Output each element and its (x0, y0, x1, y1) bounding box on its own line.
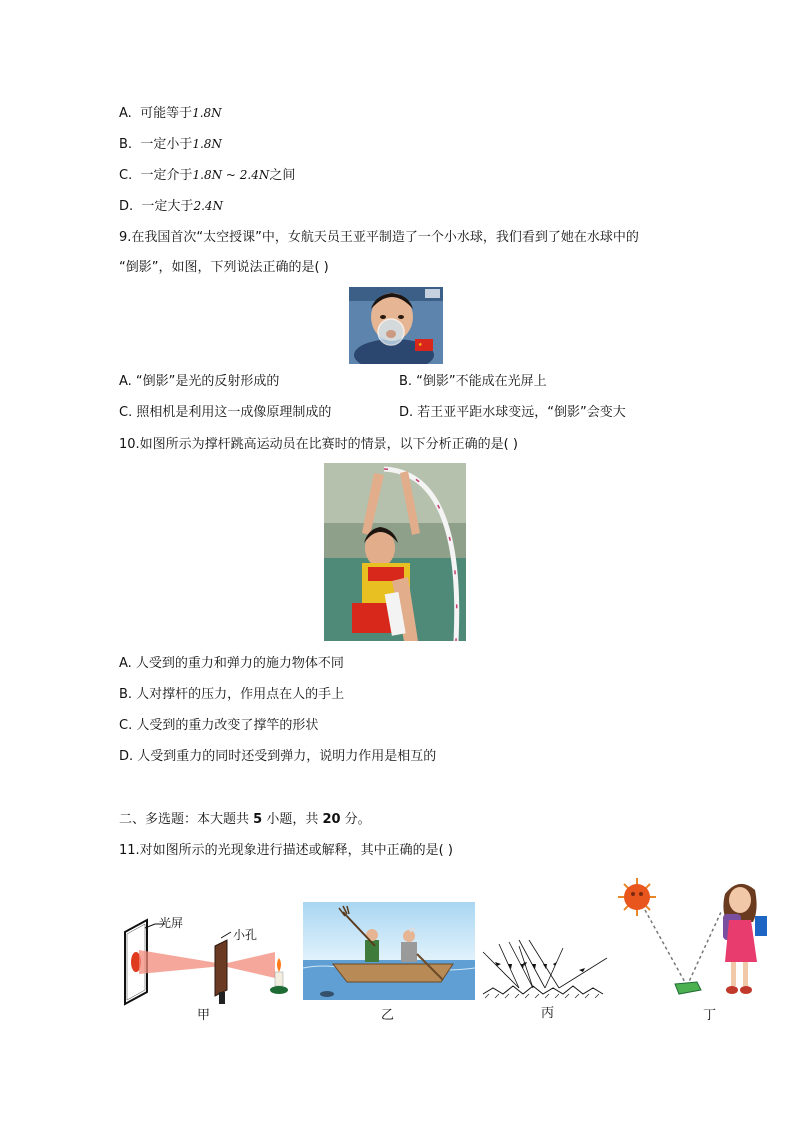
q9-option-c: C. 照相机是利用这一成像原理制成的 (119, 405, 332, 420)
diffuse-reflection-diagram (479, 938, 611, 1002)
caption-jia: 甲 (197, 1008, 211, 1023)
q11-stem: 11.对如图所示的光现象进行描述或解释，其中正确的是( ) (119, 843, 453, 858)
q9-option-d: D. 若王亚平距水球变远，“倒影”会变大 (399, 405, 626, 420)
q8-option-c: C. 一定介于1.8N ~ 2.4N之间 (119, 168, 296, 183)
q10-option-c: C. 人受到的重力改变了撑竿的形状 (119, 718, 319, 733)
girl-sun-book-illustration (615, 876, 773, 1002)
q9-stem-line2: “倒影”，如图，下列说法正确的是( ) (119, 260, 329, 275)
pole-vault-photo (324, 463, 466, 641)
q8-option-b: B. 一定小于1.8N (119, 137, 222, 152)
caption-bing: 丙 (541, 1006, 555, 1021)
q10-stem: 10.如图所示为撑杆跳高运动员在比赛时的情景，以下分析正确的是( ) (119, 437, 518, 452)
q10-option-b: B. 人对撑杆的压力，作用点在人的手上 (119, 687, 345, 702)
svg-text:★: ★ (418, 342, 423, 348)
section-heading: 二、多选题：本大题共 5 小题，共 20 分。 (119, 812, 371, 827)
q9-option-a: A. “倒影”是光的反射形成的 (119, 374, 280, 389)
q9-option-b: B. “倒影”不能成在光屏上 (399, 374, 547, 389)
q10-option-d: D. 人受到重力的同时还受到弹力，说明力作用是相互的 (119, 749, 437, 764)
label-pinhole: 小孔 (233, 928, 258, 942)
q10-option-a: A. 人受到的重力和弹力的施力物体不同 (119, 656, 344, 671)
label-screen: 光屏 (159, 916, 184, 930)
pinhole-diagram (115, 912, 295, 1012)
q8-option-a: A. 可能等于1.8N (119, 106, 222, 121)
caption-yi: 乙 (381, 1008, 395, 1023)
caption-ding: 丁 (703, 1008, 717, 1023)
astronaut-photo (349, 287, 443, 364)
q8-option-d: D. 一定大于2.4N (119, 199, 224, 214)
q9-stem-line1: 9.在我国首次“太空授课”中，女航天员王亚平制造了一个小水球，我们看到了她在水球中的 (119, 230, 639, 245)
fishing-boat-illustration (303, 902, 475, 1000)
